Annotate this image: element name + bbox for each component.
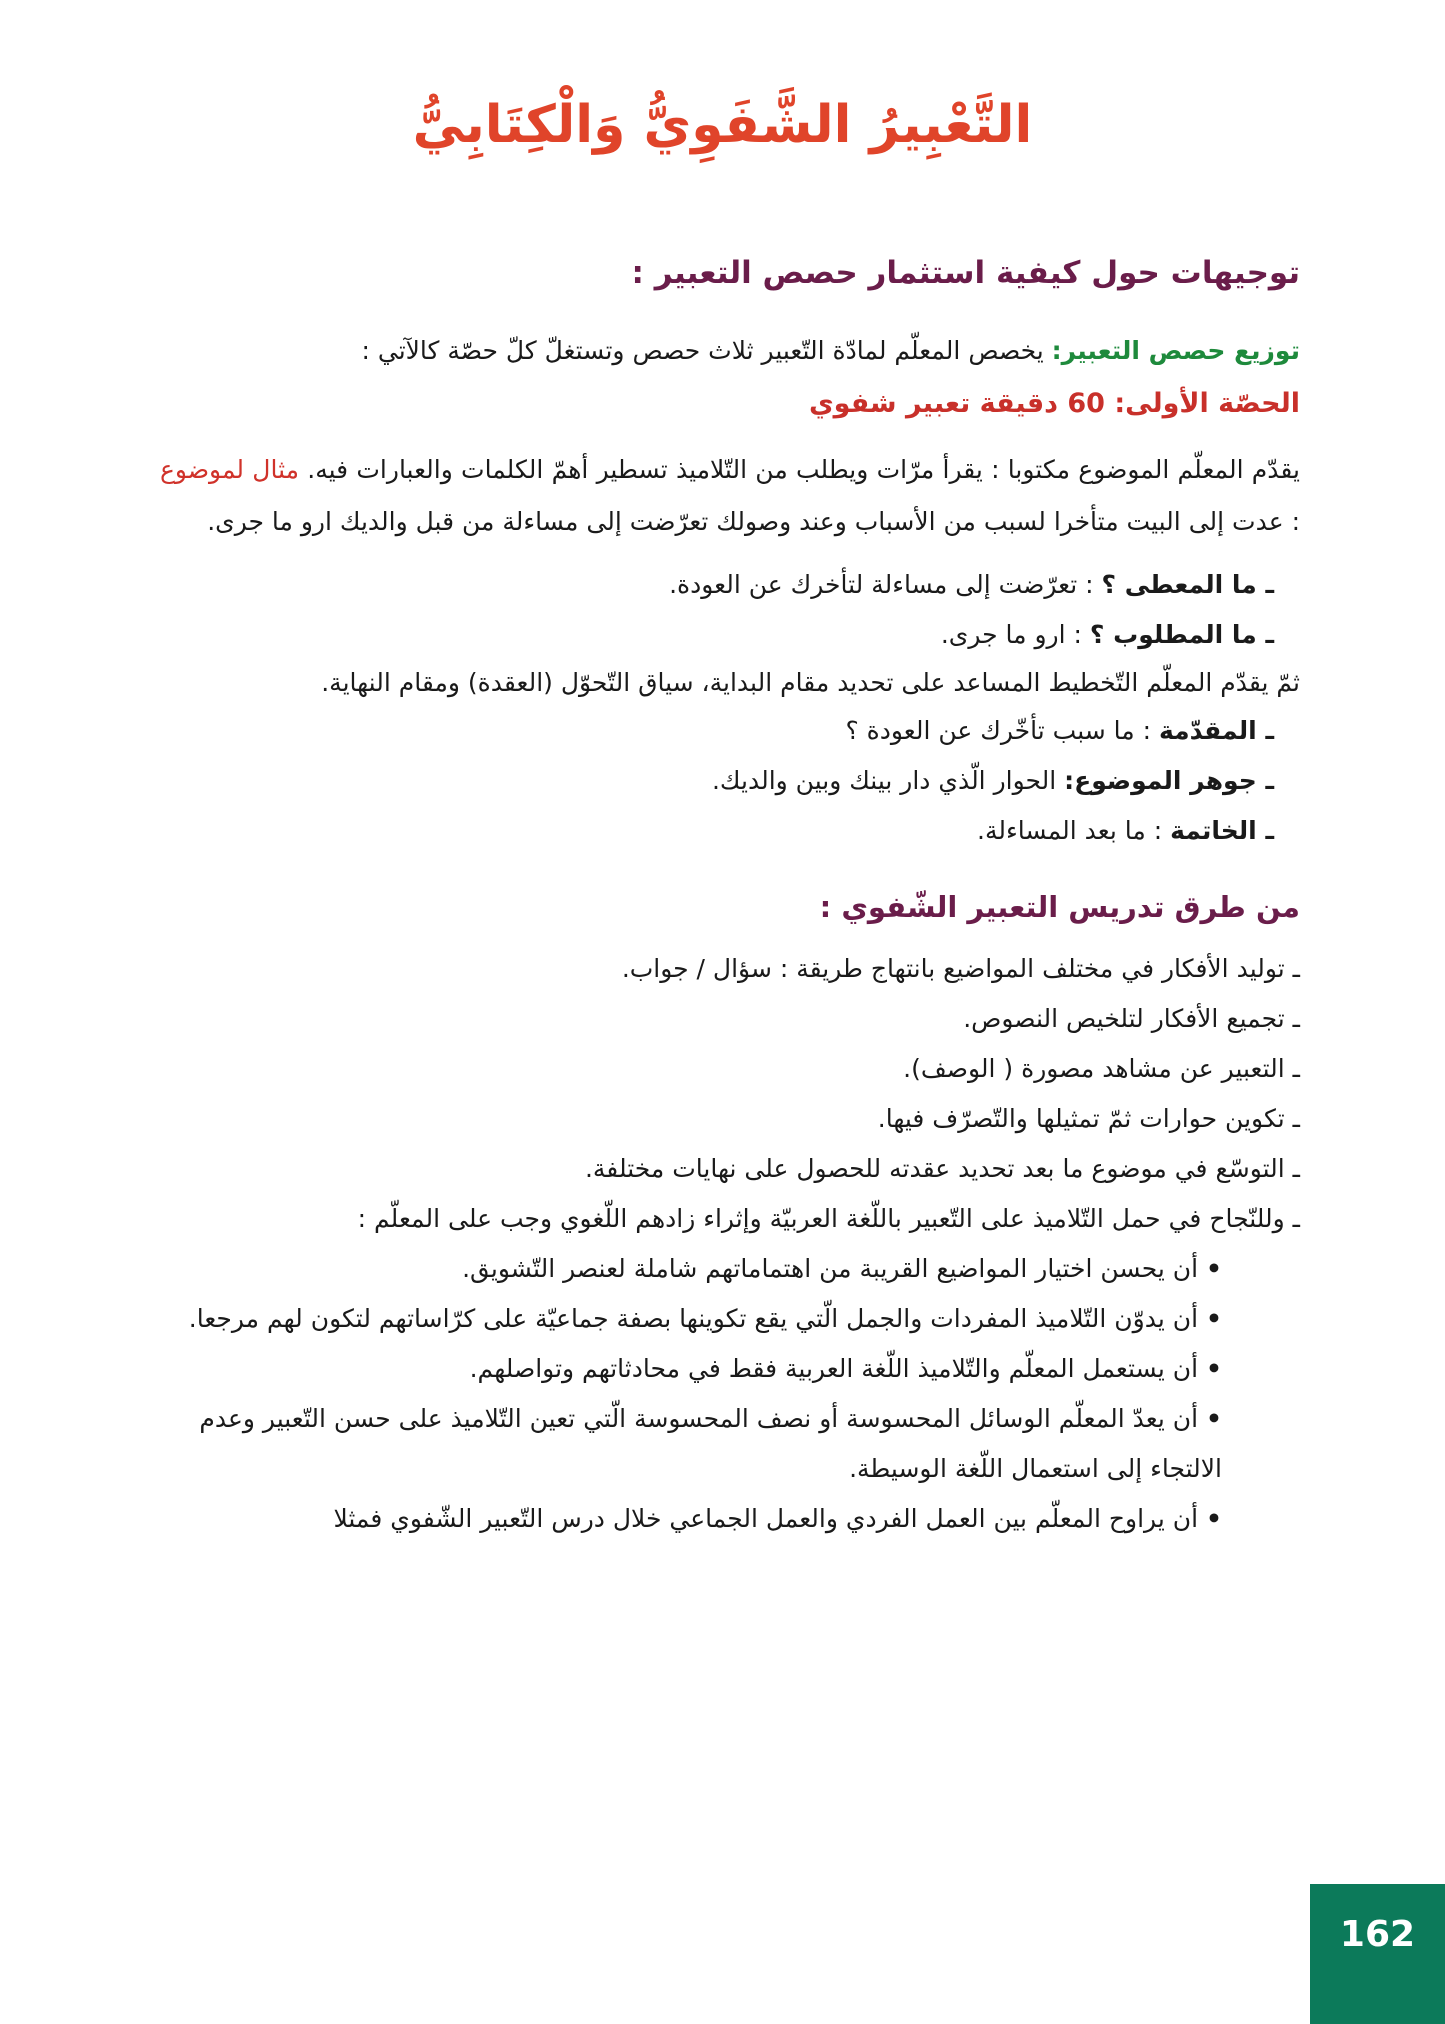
- given-text: : تعرّضت إلى مساءلة لتأخرك عن العودة.: [669, 570, 1102, 599]
- given-label: ـ ما المعطى ؟: [1101, 570, 1274, 599]
- duty-item: [160, 1394, 1222, 1494]
- section-heading-guidelines: توجيهات حول كيفية استثمار حصص التعبير :: [631, 255, 1300, 291]
- bullet-icon: •: [1206, 1354, 1222, 1383]
- core-text: الحوار الّذي دار بينك وبين والديك.: [711, 766, 1065, 795]
- required-item: [160, 610, 1274, 660]
- distribution-text: يخصص المعلّم لمادّة التّعبير ثلاث حصص وتستغلّ كلّ حصّة كالآتي :: [361, 336, 1052, 365]
- method-item: ـ التعبير عن مشاهد مصورة ( الوصف).: [903, 1054, 1300, 1083]
- duty-item: [160, 1244, 1222, 1294]
- method-item: ـ تجميع الأفكار لتلخيص النصوص.: [963, 1004, 1300, 1033]
- method-item: ـ تكوين حوارات ثمّ تمثيلها والتّصرّف فيها.: [877, 1104, 1300, 1133]
- duty-item: [160, 1294, 1222, 1344]
- bullet-icon: •: [1206, 1304, 1222, 1333]
- required-text: : ارو ما جرى.: [940, 620, 1090, 649]
- conclusion-label: ـ الخاتمة: [1170, 816, 1274, 845]
- plan-list: [160, 706, 1300, 856]
- content-body: [160, 250, 1300, 1544]
- distribution-line: [160, 328, 1300, 374]
- example-label: مثال لموضوع: [160, 455, 300, 484]
- duty-text: أن يدوّن التّلاميذ المفردات والجمل الّتي يقع تكوينها بصفة جماعيّة على كرّاساتهم لتكون لهم مرجعا.: [188, 1304, 1199, 1333]
- paragraph-topic: [160, 444, 1300, 548]
- plan-intro: ثمّ يقدّم المعلّم التّخطيط المساعد على تحديد مقام البداية، سياق التّحوّل (العقدة) ومقام النهاية.: [321, 668, 1300, 697]
- duty-item: [160, 1344, 1222, 1394]
- methods-list: [160, 944, 1300, 1244]
- core-item: [160, 756, 1274, 806]
- required-label: ـ ما المطلوب ؟: [1089, 620, 1274, 649]
- paragraph-part1: يقدّم المعلّم الموضوع مكتوبا : يقرأ مرّات ويطلب من التّلاميذ تسطير أهمّ الكلمات والعبارات فيه.: [299, 455, 1300, 484]
- duty-item: [160, 1494, 1222, 1544]
- given-item: [160, 560, 1274, 610]
- bullet-icon: •: [1206, 1504, 1222, 1533]
- method-item: ـ وللنّجاح في حمل التّلاميذ على التّعبير باللّغة العربيّة وإثراء زادهم اللّغوي وجب على المعلّم :: [357, 1204, 1300, 1233]
- conclusion-item: [160, 806, 1274, 856]
- intro-text: : ما سبب تأخّرك عن العودة ؟: [845, 716, 1159, 745]
- page-number-badge: 162: [1310, 1884, 1445, 2024]
- conclusion-text: : ما بعد المساءلة.: [977, 816, 1171, 845]
- page-title: التَّعْبِيرُ الشَّفَوِيُّ وَالْكِتَابِيُّ: [412, 95, 1033, 155]
- duty-text: أن يعدّ المعلّم الوسائل المحسوسة أو نصف المحسوسة الّتي تعين التّلاميذ على حسن التّعبير وعدم الالتجاء إلى استعمال اللّغة الوسيطة.: [199, 1404, 1222, 1483]
- core-label: ـ جوهر الموضوع:: [1064, 766, 1274, 795]
- session-one-heading: الحصّة الأولى: 60 دقيقة تعبير شفوي: [808, 388, 1300, 419]
- method-item: ـ توليد الأفكار في مختلف المواضيع بانتهاج طريقة : سؤال / جواب.: [621, 954, 1300, 983]
- intro-label: ـ المقدّمة: [1158, 716, 1274, 745]
- bullet-icon: •: [1206, 1404, 1222, 1433]
- duty-text: أن يحسن اختيار المواضيع القريبة من اهتماماتهم شاملة لعنصر التّشويق.: [462, 1254, 1199, 1283]
- method-item: ـ التوسّع في موضوع ما بعد تحديد عقدته للحصول على نهايات مختلفة.: [584, 1154, 1300, 1183]
- teacher-duties-list: [160, 1244, 1300, 1544]
- intro-item: [160, 706, 1274, 756]
- paragraph-part2: : عدت إلى البيت متأخرا لسبب من الأسباب وعند وصولك تعرّضت إلى مساءلة من قبل والديك ارو ما جرى.: [207, 507, 1300, 536]
- bullet-icon: •: [1206, 1254, 1222, 1283]
- duty-text: أن يستعمل المعلّم والتّلاميذ اللّغة العربية فقط في محادثاتهم وتواصلهم.: [469, 1354, 1199, 1383]
- given-required-list: [160, 560, 1300, 660]
- distribution-label: توزيع حصص التعبير:: [1051, 336, 1300, 365]
- section-heading-methods: من طرق تدريس التعبير الشّفوي :: [819, 890, 1300, 924]
- duty-text: أن يراوح المعلّم بين العمل الفردي والعمل الجماعي خلال درس التّعبير الشّفوي فمثلا: [333, 1504, 1199, 1533]
